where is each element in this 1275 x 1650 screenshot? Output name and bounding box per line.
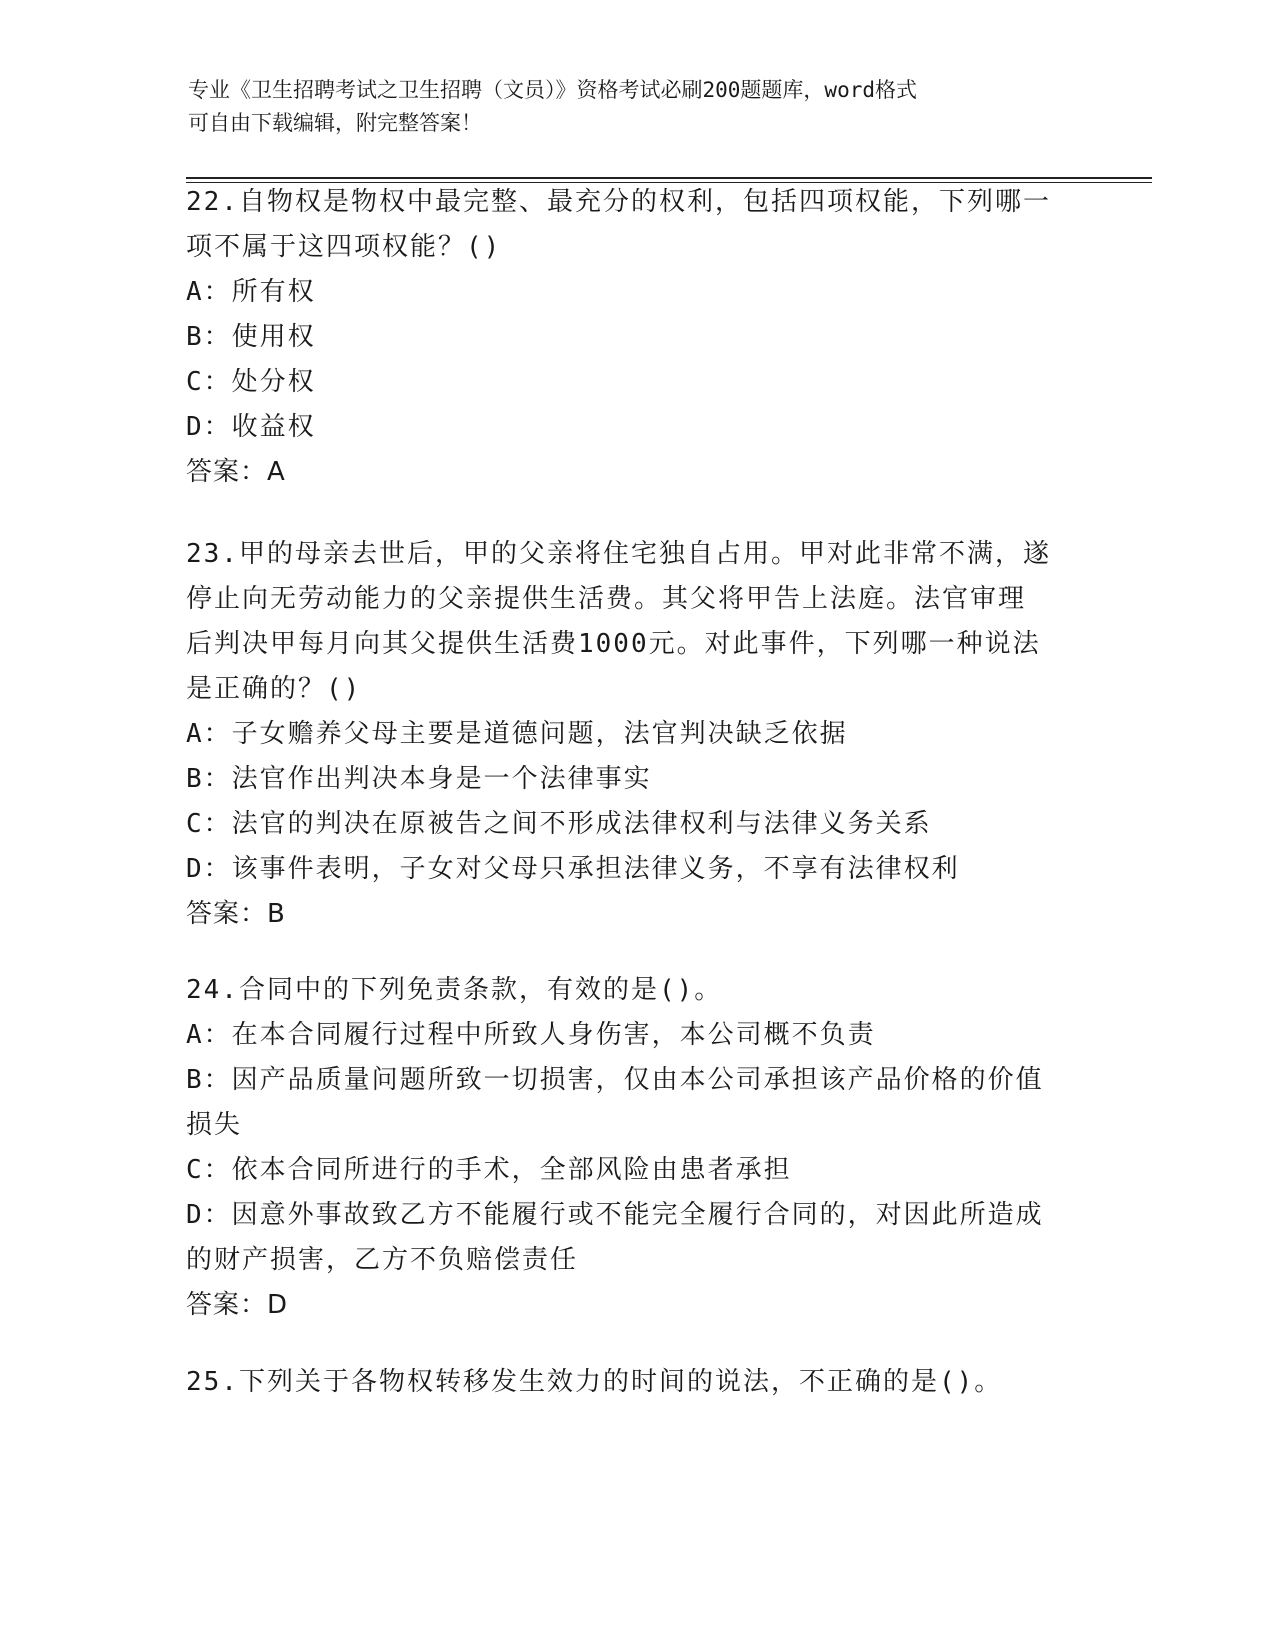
question-stem-line: 是正确的？() <box>186 674 362 704</box>
header-line-1: 专业《卫生招聘考试之卫生招聘（文员）》资格考试必刷200题题库，word格式 <box>188 78 917 102</box>
option-b: B：因产品质量问题所致一切损害，仅由本公司承担该产品价格的价值 <box>186 1065 1044 1095</box>
question-stem-line: 23.甲的母亲去世后，甲的父亲将住宅独自占用。甲对此非常不满，遂 <box>186 539 1051 569</box>
option-d: D：收益权 <box>186 412 316 442</box>
option-b-continued: 损失 <box>186 1110 243 1140</box>
question-stem-line: 22.自物权是物权中最完整、最充分的权利，包括四项权能，下列哪一 <box>186 187 1051 217</box>
answer-line: 答案：D <box>186 1290 289 1320</box>
question-stem-line: 25.下列关于各物权转移发生效力的时间的说法，不正确的是()。 <box>186 1367 1003 1397</box>
question-stem-line: 项不属于这四项权能？() <box>186 232 502 262</box>
question-24 <box>186 968 1086 1328</box>
option-b: B：使用权 <box>186 322 316 352</box>
document-header <box>188 74 1068 140</box>
option-d: D：该事件表明，子女对父母只承担法律义务，不享有法律权利 <box>186 854 960 884</box>
question-23 <box>186 532 1086 937</box>
option-a: A：在本合同履行过程中所致人身伤害，本公司概不负责 <box>186 1020 876 1050</box>
question-25 <box>186 1360 1086 1405</box>
answer-line: 答案：B <box>186 899 286 929</box>
question-22 <box>186 180 1086 495</box>
question-stem-line: 24.合同中的下列免责条款，有效的是()。 <box>186 975 723 1005</box>
answer-line: 答案：A <box>186 457 286 487</box>
option-d: D：因意外事故致乙方不能履行或不能完全履行合同的，对因此所造成 <box>186 1200 1044 1230</box>
option-a: A：子女赡养父母主要是道德问题，法官判决缺乏依据 <box>186 719 848 749</box>
option-c: C：依本合同所进行的手术，全部风险由患者承担 <box>186 1155 792 1185</box>
option-a: A：所有权 <box>186 277 316 307</box>
option-c: C：法官的判决在原被告之间不形成法律权利与法律义务关系 <box>186 809 932 839</box>
header-line-2: 可自由下载编辑，附完整答案！ <box>188 111 482 135</box>
header-divider <box>186 177 1152 179</box>
option-b: B：法官作出判决本身是一个法律事实 <box>186 764 652 794</box>
option-c: C：处分权 <box>186 367 316 397</box>
question-stem-line: 停止向无劳动能力的父亲提供生活费。其父将甲告上法庭。法官审理 <box>186 584 1027 614</box>
option-d-continued: 的财产损害，乙方不负赔偿责任 <box>186 1245 579 1275</box>
question-stem-line: 后判决甲每月向其父提供生活费1000元。对此事件，下列哪一种说法 <box>186 629 1041 659</box>
